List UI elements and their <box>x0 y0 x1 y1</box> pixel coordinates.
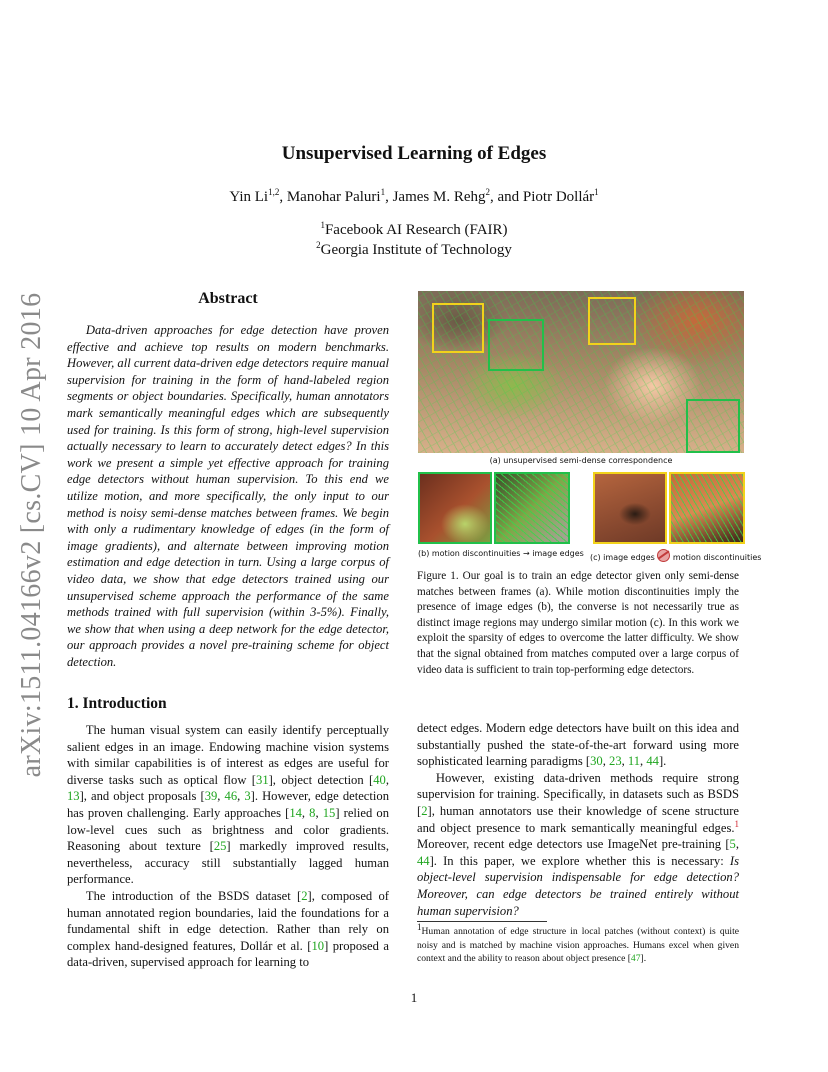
citation-link[interactable]: 15 <box>322 805 336 820</box>
figure-1b-patch-left <box>418 472 492 544</box>
author-affil-mark: 1 <box>380 187 386 197</box>
figure-label-c <box>590 549 761 562</box>
figure-label-c-left: (c) image edges <box>590 553 655 562</box>
affiliation-name: Facebook AI Research (FAIR) <box>324 222 508 238</box>
figure-label-b-right: image edges <box>532 549 584 558</box>
page-number: 1 <box>410 990 418 1005</box>
green-box <box>488 319 544 371</box>
arxiv-stamp <box>12 292 52 778</box>
not-implies-icon <box>657 549 670 562</box>
arrow-right-icon: → <box>522 549 530 558</box>
citation-link[interactable]: 39 <box>204 789 218 804</box>
intro-paragraph-2-continued: detect edges. Modern edge detectors have built on this idea and substantially pushed the state-of-the-art forward using more sophisticated learning paradigms [30, 23, 11, 44]. <box>417 721 739 769</box>
citation-link[interactable]: 46 <box>224 789 238 804</box>
author-name: , and Piotr Dollár <box>490 189 595 205</box>
abstract-body <box>67 322 389 670</box>
figure-label-c-right: motion discontinuities <box>672 553 762 562</box>
citation-link[interactable]: 30 <box>590 754 603 769</box>
figure-label-a: (a) unsupervised semi-dense correspondence <box>489 456 673 465</box>
arxiv-id: arXiv:1511.04166v2 [cs.CV] 10 Apr 2016 <box>16 292 47 778</box>
figure-1c-patch-right <box>669 472 745 544</box>
research-question: Is object-level supervision indispensable for edge detection? Moreover, can edge detectors be trained entirely without human supervision? <box>417 853 739 918</box>
author-affil-mark: 1,2 <box>268 187 280 197</box>
figure-1c-patch-left <box>593 472 667 544</box>
affiliation <box>0 222 828 239</box>
section-heading-introduction: 1. Introduction <box>67 695 167 712</box>
citation-link[interactable]: 44 <box>646 754 659 769</box>
citation-link[interactable]: 14 <box>289 805 302 820</box>
abstract-text: Data-driven approaches for edge detection have proven effective and achieve top results on modern benchmarks. However, all current data-driven edge detectors require manual supervision for training in the form of hand-labeled region segments or object boundaries. Specifically, human annotators mark semantically meaningful edges which are subsequently used for training. Is this form of strong, high-level supervision actually necessary to learn to accurately detect edges? In this work we present a simple yet effective approach for training edge detectors without human supervision. To this end we utilize motion, and more specifically, the only input to our method is noisy semi-dense matches between frames. We begin with only a rudimentary knowledge of edges (in the form of image gradients), and alternate between improving motion estimation and edge detection in turn. Using a large corpus of video data, we show that edge detectors trained using our unsupervised scheme approach the performance of the same methods trained with full supervision (within 3-5%). Finally, we show that when using a deep network for the edge detector, our approach provides a novel pre-training scheme for object detection. <box>67 323 389 669</box>
right-column-body <box>417 720 739 919</box>
citation-link[interactable]: 47 <box>630 953 641 964</box>
citation-link[interactable]: 8 <box>309 805 316 820</box>
citation-link[interactable]: 13 <box>67 789 80 804</box>
author-affil-mark: 1 <box>594 187 599 197</box>
yellow-box <box>588 297 636 345</box>
citation-link[interactable]: 10 <box>311 938 325 953</box>
footnote-marker[interactable]: 1 <box>734 818 739 829</box>
affiliation <box>0 242 828 259</box>
green-box <box>686 399 740 453</box>
intro-paragraph-1: The human visual system can easily identify perceptually salient edges in an image. Endowing machine vision systems with similar capabilities is of interest as edges are useful for diverse tasks such as optical flow [31], object detection [40, 13], and object proposals [39, 46, 3]. However, edge detection has proven challenging. Early approaches [14, 8, 15] relied on low-level cues such as brightness and color gradients. Reasoning about texture [25] markedly improved results, nevertheless, accuracy still substantially lagged human performance. <box>67 723 390 887</box>
citation-link[interactable]: 2 <box>421 803 428 818</box>
left-column-body <box>67 722 389 971</box>
footnote-rule <box>417 921 547 922</box>
intro-paragraph-3: However, existing data-driven methods require strong supervision for training. Specifically, in datasets such as BSDS [2], human annotators use their knowledge of scene structure and object presence to mark semantically meaningful edges.$^1$ Moreover, recent edge detectors use ImageNet pre-training [5, 44]. In this paper, we explore whether this is necessary: Is object-level supervision indispensable for edge detection? Moreover, can edge detectors be trained entirely without human supervision? <box>417 770 739 918</box>
citation-link[interactable]: 40 <box>373 772 386 787</box>
citation-link[interactable]: 3 <box>244 789 251 804</box>
author-list <box>0 189 828 206</box>
citation-link[interactable]: 2 <box>301 888 308 903</box>
author-affil-mark: 2 <box>485 187 490 197</box>
footnote: $^1$Human annotation of edge structure in local patches (without context) is quite noisy and is matched by machine vision approaches. Humans excel when given context and the ability to reason about object presence [47]. <box>417 921 739 964</box>
intro-paragraph-2: The introduction of the BSDS dataset [2], composed of human annotated region boundaries, laid the foundations for a fundamental shift in edge detection. Rather than rely on complex hand-designed features, Dollár et al. [10] proposed a data-driven, supervised approach for learning to <box>67 888 389 970</box>
paper-title: Unsupervised Learning of Edges <box>281 143 547 164</box>
author-name: Yin Li <box>229 189 269 205</box>
yellow-box <box>432 303 484 353</box>
figure-1-main-image <box>418 291 744 453</box>
figure-1-caption: Figure 1. Our goal is to train an edge detector given only semi-dense matches between frames (a). While motion discontinuities imply the presence of image edges (b), the converse is not necessarily true as distinct image regions may undergo similar motion (c). In this work we exploit the sparsity of edges to overcome the latter difficulty. We show that the signal obtained from matches computed over a large corpus of video data is sufficient to train top-performing edge detectors. <box>417 570 739 676</box>
affiliation-mark: 2 <box>316 240 321 250</box>
figure-1b-patch-right <box>494 472 570 544</box>
affiliation-mark: 1 <box>320 220 325 230</box>
citation-link[interactable]: 44 <box>417 853 430 868</box>
affiliation-name: Georgia Institute of Technology <box>320 242 512 258</box>
author-name: , Manohar Paluri <box>279 189 381 205</box>
figure-label-b <box>418 549 584 558</box>
figure-label-b-left: (b) motion discontinuities <box>418 549 521 558</box>
abstract-heading: Abstract <box>198 290 258 307</box>
citation-link[interactable]: 25 <box>213 839 227 854</box>
footnote-number: 1 <box>417 921 422 932</box>
citation-link[interactable]: 31 <box>256 772 269 787</box>
citation-link[interactable]: 5 <box>729 837 736 852</box>
citation-link[interactable]: 23 <box>609 754 622 769</box>
author-name: , James M. Rehg <box>385 189 486 205</box>
citation-link[interactable]: 11 <box>627 754 641 769</box>
